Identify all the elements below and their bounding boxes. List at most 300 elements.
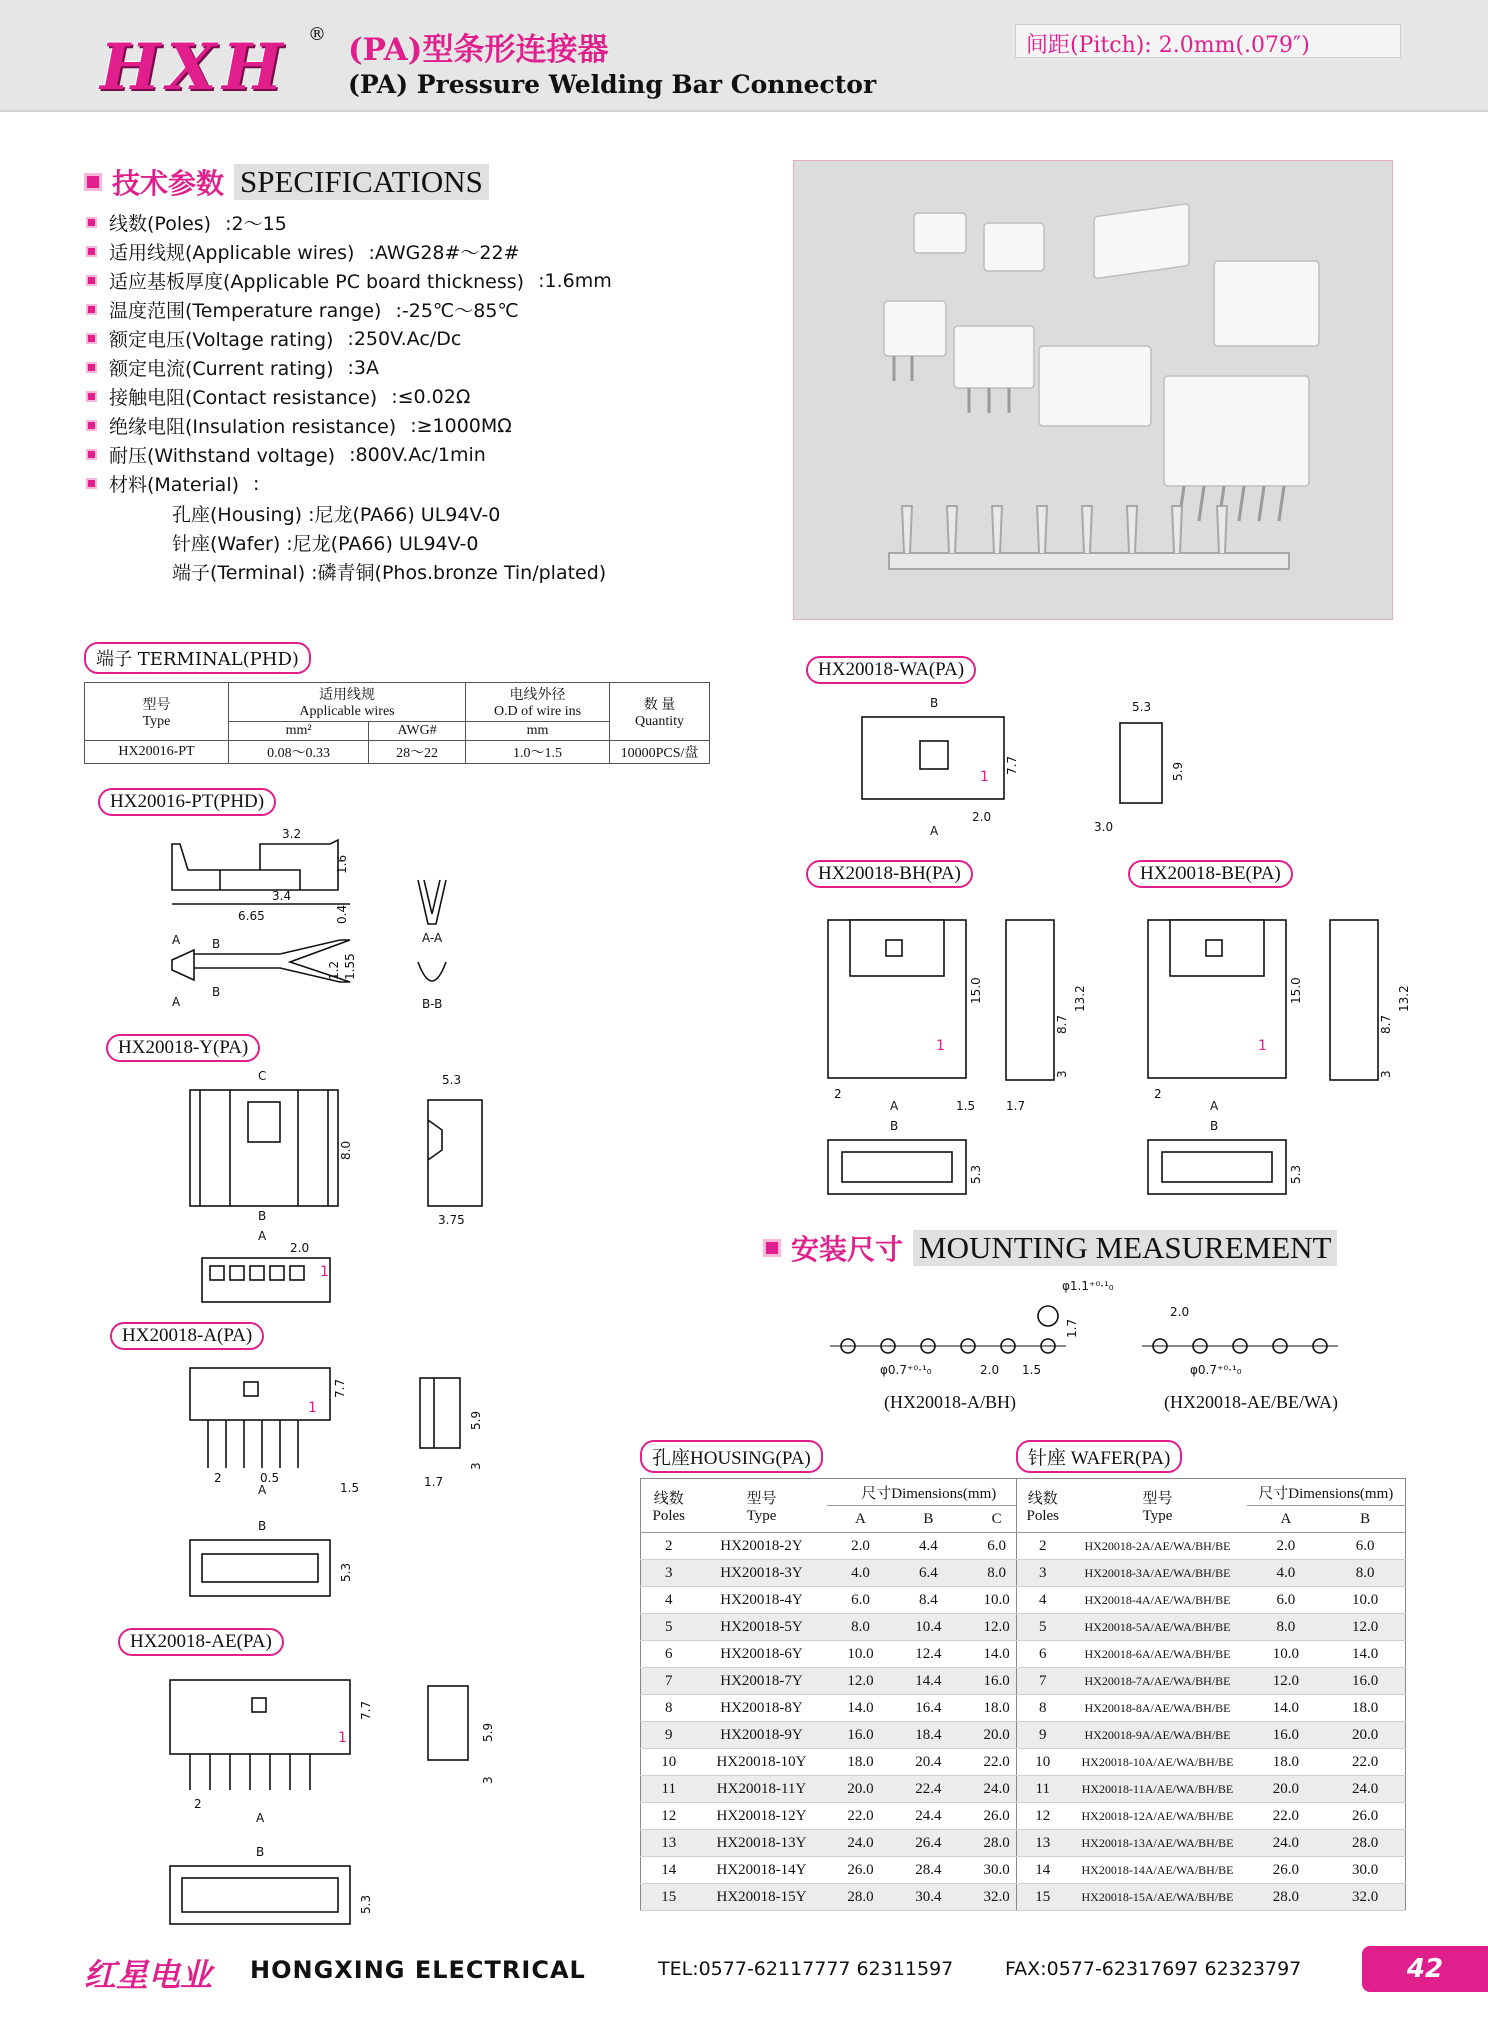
spec-value: :800V.Ac/1min xyxy=(349,443,486,466)
pin1-mark: 1 xyxy=(338,1730,347,1746)
dim-5-3: 5.3 xyxy=(1132,700,1152,714)
col-c: C xyxy=(962,1506,1031,1533)
mounting-caption-left: (HX20018-A/BH) xyxy=(884,1392,1016,1412)
bullet-icon xyxy=(86,246,97,257)
spec-name: 额定电压(Voltage rating) xyxy=(109,329,334,351)
cell-dim: 4.0 xyxy=(827,1560,895,1587)
section-aa: A-A xyxy=(422,931,443,945)
cell-dim: 30.0 xyxy=(962,1857,1031,1884)
specifications-heading-cn: 技术参数 xyxy=(112,167,225,200)
cell-poles: 3 xyxy=(641,1560,697,1587)
ae-drawing-label: HX20018-AE(PA) xyxy=(118,1628,284,1656)
cell-type: HX20018-5A/AE/WA/BH/BE xyxy=(1069,1614,1247,1641)
cell-dim: 12.0 xyxy=(827,1668,895,1695)
be-drawing-label: HX20018-BE(PA) xyxy=(1128,860,1293,888)
cell-dim: 16.0 xyxy=(1325,1668,1405,1695)
product-photo xyxy=(793,160,1393,620)
cell-dim: 10.4 xyxy=(894,1614,962,1641)
cell-poles: 2 xyxy=(1017,1533,1069,1560)
col-poles xyxy=(641,1479,697,1533)
spec-item xyxy=(86,440,726,469)
cell-poles: 11 xyxy=(641,1776,697,1803)
col-type xyxy=(85,683,229,741)
cell-poles: 4 xyxy=(1017,1587,1069,1614)
cell-poles: 10 xyxy=(641,1749,697,1776)
col-a: A xyxy=(1247,1506,1326,1533)
cell-poles: 10 xyxy=(1017,1749,1069,1776)
material-terminal: 端子(Terminal) :磷青铜(Phos.bronze Tin/plated) xyxy=(172,562,607,584)
cell-dim: 24.4 xyxy=(894,1803,962,1830)
cell-type: HX20018-3A/AE/WA/BH/BE xyxy=(1069,1560,1247,1587)
cell-type: HX20018-13Y xyxy=(697,1830,827,1857)
cell-dim: 6.0 xyxy=(827,1587,895,1614)
dim-2-0: 2.0 xyxy=(1170,1305,1190,1319)
dim-15-0: 15.0 xyxy=(969,977,983,1004)
dim-3: 3 xyxy=(1379,1070,1393,1078)
material-list xyxy=(172,500,606,587)
wires-en: Applicable wires xyxy=(299,704,395,719)
spec-name: 材料(Material) xyxy=(109,474,240,496)
bullet-icon xyxy=(86,420,97,431)
dim-5-3: 5.3 xyxy=(1289,1164,1303,1184)
pin1-mark: 1 xyxy=(980,769,989,785)
cell-type: HX20018-12A/AE/WA/BH/BE xyxy=(1069,1803,1247,1830)
qty-cn: 数 量 xyxy=(643,697,676,713)
col-poles xyxy=(1017,1479,1069,1533)
dim-0-4: 0.4 xyxy=(335,904,349,924)
pitch-label: 间距(Pitch): 2.0mm(.079″) xyxy=(1015,24,1401,58)
col-b: B xyxy=(894,1506,962,1533)
cell-type: HX20018-7Y xyxy=(697,1668,827,1695)
cell-poles: 14 xyxy=(1017,1857,1069,1884)
col-dimensions: 尺寸Dimensions(mm) xyxy=(827,1479,1032,1506)
cell-dim: 10.0 xyxy=(1247,1641,1326,1668)
dim-3-0: 3.0 xyxy=(1094,820,1114,834)
cell-type: HX20018-12Y xyxy=(697,1803,827,1830)
spec-item xyxy=(86,295,726,324)
spec-item xyxy=(86,324,726,353)
cell-dim: 4.0 xyxy=(1247,1560,1326,1587)
cell-type: HX20018-10A/AE/WA/BH/BE xyxy=(1069,1749,1247,1776)
spec-value: :3A xyxy=(347,356,380,379)
cell-dim: 10.0 xyxy=(1325,1587,1405,1614)
poles-en: Poles xyxy=(652,1507,685,1524)
spec-item xyxy=(86,411,726,440)
bh-drawing-label: HX20018-BH(PA) xyxy=(806,860,973,888)
dim-1-55: 1.55 xyxy=(343,953,357,980)
cell-poles: 13 xyxy=(1017,1830,1069,1857)
dim-5-3: 5.3 xyxy=(359,1894,373,1914)
dim-5-3: 5.3 xyxy=(442,1073,462,1087)
spec-name: 温度范围(Temperature range) xyxy=(109,300,382,322)
be-wafer-drawing xyxy=(1140,900,1430,1200)
bullet-icon xyxy=(86,478,97,489)
housing-table xyxy=(640,1478,1032,1911)
qty-en: Quantity xyxy=(635,713,684,729)
bullet-icon xyxy=(86,304,97,315)
dim-3: 3 xyxy=(481,1776,495,1784)
bh-wafer-drawing xyxy=(820,900,1110,1200)
dim-3-2: 3.2 xyxy=(282,827,302,841)
cell-poles: 6 xyxy=(641,1641,697,1668)
cell-poles: 15 xyxy=(641,1884,697,1911)
type-en: Type xyxy=(142,713,171,729)
dim-2: 2 xyxy=(214,1471,222,1485)
mounting-heading-en: MOUNTING MEASUREMENT xyxy=(913,1230,1337,1266)
dim-2-0: 2.0 xyxy=(980,1363,1000,1377)
type-en: Type xyxy=(1142,1507,1173,1524)
cell-type: HX20018-2Y xyxy=(697,1533,827,1560)
cell-poles: 8 xyxy=(1017,1695,1069,1722)
spec-value: :≤0.02Ω xyxy=(391,385,471,408)
registered-mark: ® xyxy=(308,24,326,45)
table-row xyxy=(1017,1668,1406,1695)
cell-od: 1.0～1.5 xyxy=(466,741,610,764)
cell-dim: 2.0 xyxy=(827,1533,895,1560)
dim-B: B xyxy=(258,1209,267,1223)
cell-dim: 20.0 xyxy=(1247,1776,1326,1803)
cell-poles: 7 xyxy=(1017,1668,1069,1695)
table-row xyxy=(641,1749,1032,1776)
hole-large-dim: φ1.1⁺⁰·¹₀ xyxy=(1062,1279,1114,1293)
cell-poles: 12 xyxy=(1017,1803,1069,1830)
cell-type: HX20018-8A/AE/WA/BH/BE xyxy=(1069,1695,1247,1722)
pin1-mark: 1 xyxy=(308,1400,317,1416)
cell-type: HX20018-4Y xyxy=(697,1587,827,1614)
spec-item xyxy=(86,266,726,295)
cell-dim: 32.0 xyxy=(1325,1884,1405,1911)
cell-poles: 4 xyxy=(641,1587,697,1614)
cell-dim: 28.0 xyxy=(962,1830,1031,1857)
cell-mm2: 0.08～0.33 xyxy=(229,741,369,764)
dim-3: 3 xyxy=(469,1462,483,1470)
cell-type: HX20018-9Y xyxy=(697,1722,827,1749)
spec-item xyxy=(86,382,726,411)
cell-type: HX20016-PT xyxy=(85,741,229,764)
table-row xyxy=(1017,1614,1406,1641)
cell-type: HX20018-13A/AE/WA/BH/BE xyxy=(1069,1830,1247,1857)
pt-terminal-drawing xyxy=(160,827,500,1030)
unit-mm: mm xyxy=(466,722,610,741)
cell-dim: 18.0 xyxy=(1325,1695,1405,1722)
dim-15-0: 15.0 xyxy=(1289,977,1303,1004)
dim-A: A xyxy=(1210,1099,1219,1113)
poles-cn: 线数 xyxy=(653,1490,684,1507)
mounting-heading xyxy=(763,1228,1337,1268)
spec-name: 额定电流(Current rating) xyxy=(109,358,334,380)
spec-item xyxy=(86,237,726,266)
cell-type: HX20018-14A/AE/WA/BH/BE xyxy=(1069,1857,1247,1884)
od-en: O.D of wire ins xyxy=(493,704,582,719)
table-row xyxy=(1017,1749,1406,1776)
cell-dim: 20.4 xyxy=(894,1749,962,1776)
dim-3-75: 3.75 xyxy=(438,1213,465,1227)
type-cn: 型号 xyxy=(142,697,171,713)
spec-name: 接触电阻(Contact resistance) xyxy=(109,387,378,409)
spec-item xyxy=(86,208,726,237)
dim-1-7: 1.7 xyxy=(1006,1099,1026,1113)
housing-table-label: 孔座HOUSING(PA) xyxy=(640,1440,823,1473)
table-row xyxy=(1017,1830,1406,1857)
cell-dim: 4.4 xyxy=(894,1533,962,1560)
table-row xyxy=(641,1830,1032,1857)
cell-dim: 6.0 xyxy=(1325,1533,1405,1560)
wires-cn: 适用线规 xyxy=(319,688,375,703)
cell-qty: 10000PCS/盘 xyxy=(610,741,710,764)
specifications-heading xyxy=(84,162,489,202)
cell-type: HX20018-15A/AE/WA/BH/BE xyxy=(1069,1884,1247,1911)
cell-type: HX20018-9A/AE/WA/BH/BE xyxy=(1069,1722,1247,1749)
dim-A: A xyxy=(890,1099,899,1113)
dim-13-2: 13.2 xyxy=(1073,985,1087,1012)
spec-name: 适用线规(Applicable wires) xyxy=(109,242,355,264)
table-row xyxy=(1017,1533,1406,1560)
col-qty xyxy=(610,683,710,741)
dim-5-9: 5.9 xyxy=(481,1722,495,1742)
cell-dim: 6.0 xyxy=(962,1533,1031,1560)
cell-dim: 22.0 xyxy=(827,1803,895,1830)
dim-2: 2 xyxy=(1154,1087,1162,1101)
spec-name: 线数(Poles) xyxy=(109,213,212,235)
footer-fax: FAX:0577-62317697 62323797 xyxy=(1005,1958,1302,1980)
dim-1-2: 1.2 xyxy=(327,960,341,980)
cell-dim: 28.0 xyxy=(1325,1830,1405,1857)
dim-8-7: 8.7 xyxy=(1379,1014,1393,1034)
cell-dim: 24.0 xyxy=(1247,1830,1326,1857)
bullet-icon xyxy=(86,275,97,286)
table-row xyxy=(1017,1695,1406,1722)
cell-type: HX20018-4A/AE/WA/BH/BE xyxy=(1069,1587,1247,1614)
spec-value: :1.6mm xyxy=(538,269,612,292)
y-drawing-label: HX20018-Y(PA) xyxy=(106,1034,260,1062)
table-row xyxy=(641,1614,1032,1641)
cell-type: HX20018-2A/AE/WA/BH/BE xyxy=(1069,1533,1247,1560)
dim-B: B xyxy=(1210,1119,1219,1133)
product-title-cn: (PA)型条形连接器 xyxy=(348,32,609,68)
table-row xyxy=(641,1587,1032,1614)
cell-type: HX20018-15Y xyxy=(697,1884,827,1911)
table-row xyxy=(641,1803,1032,1830)
table-row xyxy=(641,1668,1032,1695)
cell-type: HX20018-6Y xyxy=(697,1641,827,1668)
material-housing: 孔座(Housing) :尼龙(PA66) UL94V-0 xyxy=(172,504,501,526)
cell-dim: 16.0 xyxy=(962,1668,1031,1695)
dim-5-9: 5.9 xyxy=(469,1410,483,1430)
product-photo-drawing xyxy=(794,161,1394,621)
bullet-icon xyxy=(86,217,97,228)
dim-A: A xyxy=(172,933,181,947)
cell-awg: 28～22 xyxy=(369,741,466,764)
dim-A: A xyxy=(258,1483,267,1497)
a-wafer-drawing xyxy=(180,1360,540,1610)
table-row xyxy=(1017,1641,1406,1668)
cell-dim: 24.0 xyxy=(1325,1776,1405,1803)
hole-small-dim: φ0.7⁺⁰·¹₀ xyxy=(1190,1363,1242,1377)
cell-dim: 28.4 xyxy=(894,1857,962,1884)
dim-8-7: 8.7 xyxy=(1055,1014,1069,1034)
dim-B: B xyxy=(212,985,221,999)
cell-poles: 11 xyxy=(1017,1776,1069,1803)
cell-dim: 16.4 xyxy=(894,1695,962,1722)
cell-poles: 15 xyxy=(1017,1884,1069,1911)
cell-type: HX20018-3Y xyxy=(697,1560,827,1587)
mounting-heading-cn: 安装尺寸 xyxy=(791,1233,904,1266)
table-row xyxy=(1017,1587,1406,1614)
specifications-heading-en: SPECIFICATIONS xyxy=(234,164,489,200)
dim-13-2: 13.2 xyxy=(1397,985,1411,1012)
mounting-drawing xyxy=(830,1276,1390,1406)
spec-item xyxy=(86,353,726,382)
table-row xyxy=(641,1560,1032,1587)
cell-dim: 28.0 xyxy=(827,1884,895,1911)
dim-1-7: 1.7 xyxy=(1065,1318,1079,1338)
unit-mm2: mm² xyxy=(229,722,369,741)
cell-dim: 8.0 xyxy=(827,1614,895,1641)
cell-dim: 10.0 xyxy=(827,1641,895,1668)
cell-dim: 8.0 xyxy=(1325,1560,1405,1587)
bullet-icon xyxy=(86,333,97,344)
cell-type: HX20018-8Y xyxy=(697,1695,827,1722)
cell-poles: 5 xyxy=(1017,1614,1069,1641)
mounting-caption-right: (HX20018-AE/BE/WA) xyxy=(1164,1392,1338,1412)
spec-value: :2～15 xyxy=(225,213,287,235)
cell-dim: 14.0 xyxy=(827,1695,895,1722)
cell-dim: 16.0 xyxy=(827,1722,895,1749)
cell-dim: 26.0 xyxy=(1247,1857,1326,1884)
dim-A: A xyxy=(172,995,181,1009)
col-type xyxy=(1069,1479,1247,1533)
cell-poles: 14 xyxy=(641,1857,697,1884)
cell-dim: 26.0 xyxy=(827,1857,895,1884)
poles-en: Poles xyxy=(1026,1507,1059,1524)
cell-poles: 7 xyxy=(641,1668,697,1695)
type-cn: 型号 xyxy=(746,1490,777,1507)
heading-square-icon xyxy=(84,173,102,191)
cell-dim: 10.0 xyxy=(962,1587,1031,1614)
type-cn: 型号 xyxy=(1142,1490,1173,1507)
spec-value: :AWG28#～22# xyxy=(368,242,520,264)
cell-type: HX20018-14Y xyxy=(697,1857,827,1884)
dim-1-7: 1.7 xyxy=(424,1475,444,1489)
table-row xyxy=(1017,1722,1406,1749)
cell-dim: 30.4 xyxy=(894,1884,962,1911)
dim-1-5: 1.5 xyxy=(340,1481,360,1495)
dim-7-7: 7.7 xyxy=(1005,755,1019,775)
dim-6-65: 6.65 xyxy=(238,909,265,923)
table-row xyxy=(641,1641,1032,1668)
cell-dim: 24.0 xyxy=(827,1830,895,1857)
table-row xyxy=(1017,1560,1406,1587)
dim-B: B xyxy=(890,1119,899,1133)
table-row xyxy=(85,741,710,764)
cell-dim: 22.0 xyxy=(962,1749,1031,1776)
cell-type: HX20018-10Y xyxy=(697,1749,827,1776)
dim-0-5: 0.5 xyxy=(260,1471,280,1485)
table-row xyxy=(641,1722,1032,1749)
table-row xyxy=(641,1695,1032,1722)
cell-dim: 20.0 xyxy=(1325,1722,1405,1749)
terminal-table xyxy=(84,682,710,764)
cell-dim: 20.0 xyxy=(827,1776,895,1803)
cell-dim: 8.4 xyxy=(894,1587,962,1614)
unit-awg: AWG# xyxy=(369,722,466,741)
cell-dim: 12.0 xyxy=(1247,1668,1326,1695)
cell-dim: 12.0 xyxy=(962,1614,1031,1641)
table-row xyxy=(641,1776,1032,1803)
table-row xyxy=(1017,1803,1406,1830)
cell-dim: 18.0 xyxy=(1247,1749,1326,1776)
cell-dim: 14.0 xyxy=(962,1641,1031,1668)
dim-3-4: 3.4 xyxy=(272,889,292,903)
spec-value: : xyxy=(253,472,260,495)
cell-poles: 5 xyxy=(641,1614,697,1641)
table-row xyxy=(641,1884,1032,1911)
cell-poles: 13 xyxy=(641,1830,697,1857)
spec-list xyxy=(86,208,726,498)
page-number: 42 xyxy=(1362,1946,1488,1992)
terminal-label: 端子 TERMINAL(PHD) xyxy=(84,642,311,674)
spec-name: 耐压(Withstand voltage) xyxy=(109,445,336,467)
a-drawing-label: HX20018-A(PA) xyxy=(110,1322,264,1350)
cell-dim: 6.4 xyxy=(894,1560,962,1587)
product-title-en: (PA) Pressure Welding Bar Connector xyxy=(348,70,877,99)
y-housing-drawing xyxy=(180,1070,540,1310)
col-od xyxy=(466,683,610,722)
col-dimensions: 尺寸Dimensions(mm) xyxy=(1247,1479,1406,1506)
cell-dim: 26.4 xyxy=(894,1830,962,1857)
cell-poles: 2 xyxy=(641,1533,697,1560)
bullet-icon xyxy=(86,391,97,402)
cell-dim: 26.0 xyxy=(1325,1803,1405,1830)
spec-name: 适应基板厚度(Applicable PC board thickness) xyxy=(109,271,525,293)
dim-B: B xyxy=(258,1519,267,1533)
dim-2: 2 xyxy=(194,1797,202,1811)
wafer-table xyxy=(1016,1478,1406,1911)
cell-dim: 22.0 xyxy=(1325,1749,1405,1776)
col-type xyxy=(697,1479,827,1533)
wa-wafer-drawing xyxy=(850,695,1210,845)
dim-2: 2 xyxy=(834,1087,842,1101)
ae-wafer-drawing xyxy=(160,1666,520,1936)
cell-poles: 9 xyxy=(641,1722,697,1749)
brand-logo: HXH xyxy=(100,30,289,105)
pin1-mark: 1 xyxy=(320,1264,329,1280)
dim-A: A xyxy=(930,824,939,838)
cell-dim: 22.4 xyxy=(894,1776,962,1803)
dim-B: B xyxy=(256,1845,265,1859)
cell-type: HX20018-5Y xyxy=(697,1614,827,1641)
type-en: Type xyxy=(746,1507,777,1524)
cell-type: HX20018-11Y xyxy=(697,1776,827,1803)
cell-dim: 18.0 xyxy=(962,1695,1031,1722)
dim-8-0: 8.0 xyxy=(339,1140,353,1160)
cell-dim: 28.0 xyxy=(1247,1884,1326,1911)
cell-dim: 26.0 xyxy=(962,1803,1031,1830)
material-wafer: 针座(Wafer) :尼龙(PA66) UL94V-0 xyxy=(172,533,479,555)
cell-dim: 16.0 xyxy=(1247,1722,1326,1749)
cell-dim: 8.0 xyxy=(962,1560,1031,1587)
cell-poles: 8 xyxy=(641,1695,697,1722)
dim-C: C xyxy=(258,1069,267,1083)
footer-company-en: HONGXING ELECTRICAL xyxy=(250,1956,586,1984)
cell-dim: 12.0 xyxy=(1325,1614,1405,1641)
table-row xyxy=(641,1533,1032,1560)
cell-poles: 3 xyxy=(1017,1560,1069,1587)
dim-2-0: 2.0 xyxy=(972,810,992,824)
cell-dim: 32.0 xyxy=(962,1884,1031,1911)
cell-dim: 18.4 xyxy=(894,1722,962,1749)
table-row xyxy=(641,1857,1032,1884)
